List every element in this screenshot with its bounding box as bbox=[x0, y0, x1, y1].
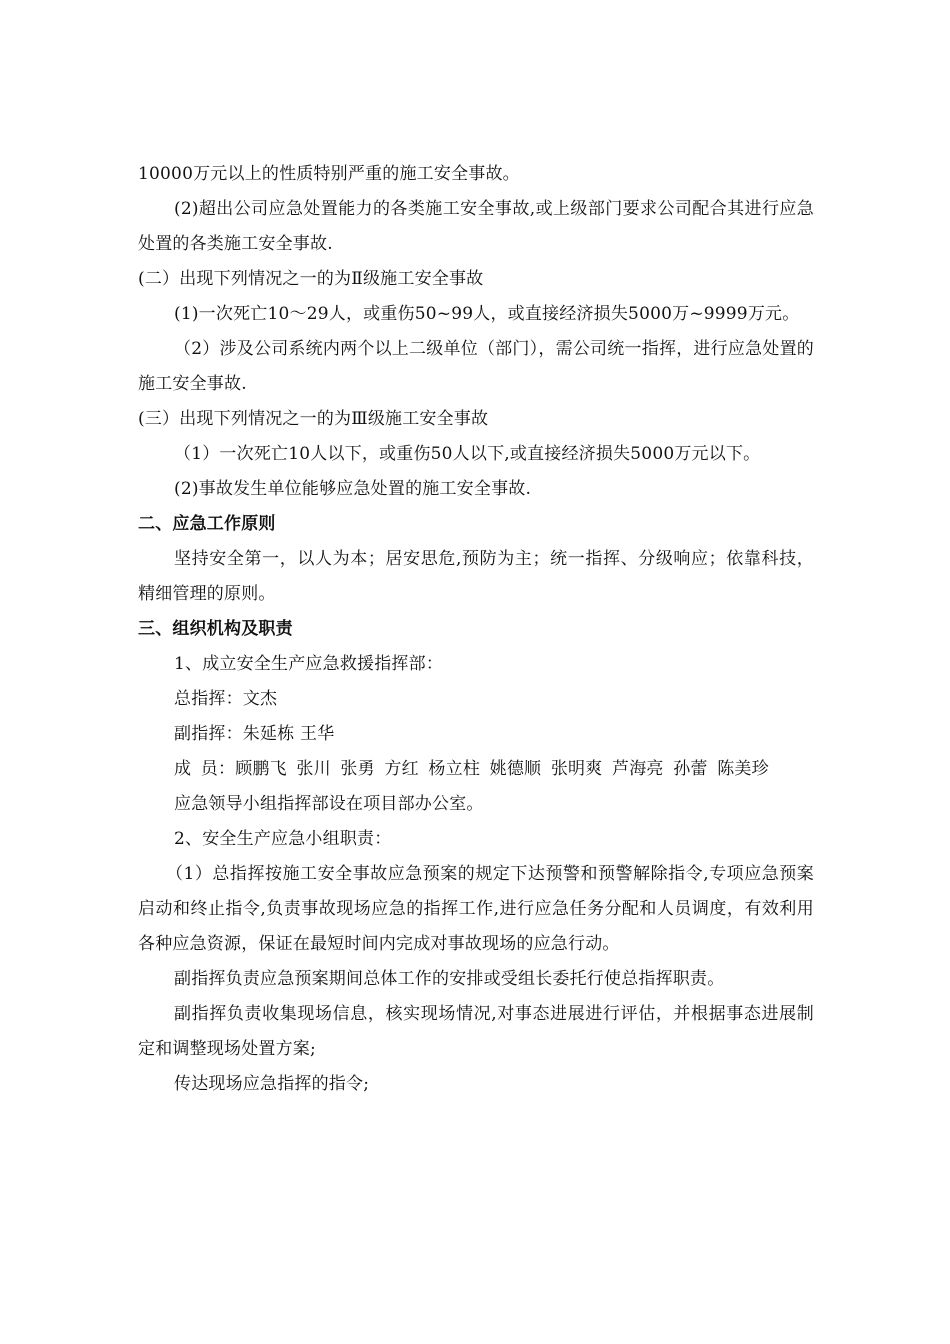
paragraph-team-duties: 2、安全生产应急小组职责： bbox=[174, 829, 392, 849]
paragraph-members: 成 员：顾鹏飞 张川 张勇 方红 杨立柱 姚德顺 张明爽 芦海亮 孙蕾 陈美珍 bbox=[174, 759, 769, 779]
paragraph-level-3-item-2: (2)事故发生单位能够应急处置的施工安全事故. bbox=[174, 479, 532, 499]
paragraph-level-2-item-2: （2）涉及公司系统内两个以上二级单位（部门），需公司统一指挥，进行应急处置的施工安全事故. bbox=[138, 339, 814, 394]
document-body bbox=[138, 157, 814, 1102]
paragraph-level-2-item-1: (1)一次死亡10～29人，或重伤50~99人，或直接经济损失5000万~9999万元。 bbox=[174, 304, 800, 324]
paragraph-office-location: 应急领导小组指挥部设在项目部办公室。 bbox=[174, 794, 484, 814]
subheading-level-2: (二）出现下列情况之一的为Ⅱ级施工安全事故 bbox=[138, 269, 484, 289]
paragraph-level-3-item-1: （1）一次死亡10人以下，或重伤50人以下,或直接经济损失5000万元以下。 bbox=[174, 444, 761, 464]
paragraph-deputy-duties-1: 副指挥负责应急预案期间总体工作的安排或受组长委托行使总指挥职责。 bbox=[174, 969, 725, 989]
subheading-level-3: (三）出现下列情况之一的为Ⅲ级施工安全事故 bbox=[138, 409, 489, 429]
paragraph-deputy-commander: 副指挥：朱延栋 王华 bbox=[174, 724, 335, 744]
paragraph-establish-command: 1、成立安全生产应急救援指挥部： bbox=[174, 654, 444, 674]
paragraph-commander: 总指挥：文杰 bbox=[174, 689, 278, 709]
paragraph-relay-instructions: 传达现场应急指挥的指令; bbox=[174, 1074, 370, 1094]
section-heading-organization: 三、组织机构及职责 bbox=[138, 619, 293, 639]
paragraph-principles: 坚持安全第一，以人为本；居安思危,预防为主；统一指挥、分级响应；依靠科技，精细管理的原则。 bbox=[138, 549, 814, 604]
paragraph-deputy-duties-2: 副指挥负责收集现场信息，核实现场情况,对事态进展进行评估，并根据事态进展制定和调整现场处置方案; bbox=[138, 1004, 814, 1059]
paragraph-item-2: (2)超出公司应急处置能力的各类施工安全事故,或上级部门要求公司配合其进行应急处置的各类施工安全事故. bbox=[138, 199, 814, 254]
paragraph-commander-duties: （1）总指挥按施工安全事故应急预案的规定下达预警和预警解除指令,专项应急预案启动和终止指令,负责事故现场应急的指挥工作,进行应急任务分配和人员调度，有效利用各种应急资源，保证在最短时间内完成对事故现场的应急行动。 bbox=[138, 864, 814, 954]
section-heading-principles: 二、应急工作原则 bbox=[138, 514, 276, 534]
paragraph-continuation: 10000万元以上的性质特别严重的施工安全事故。 bbox=[138, 164, 520, 184]
